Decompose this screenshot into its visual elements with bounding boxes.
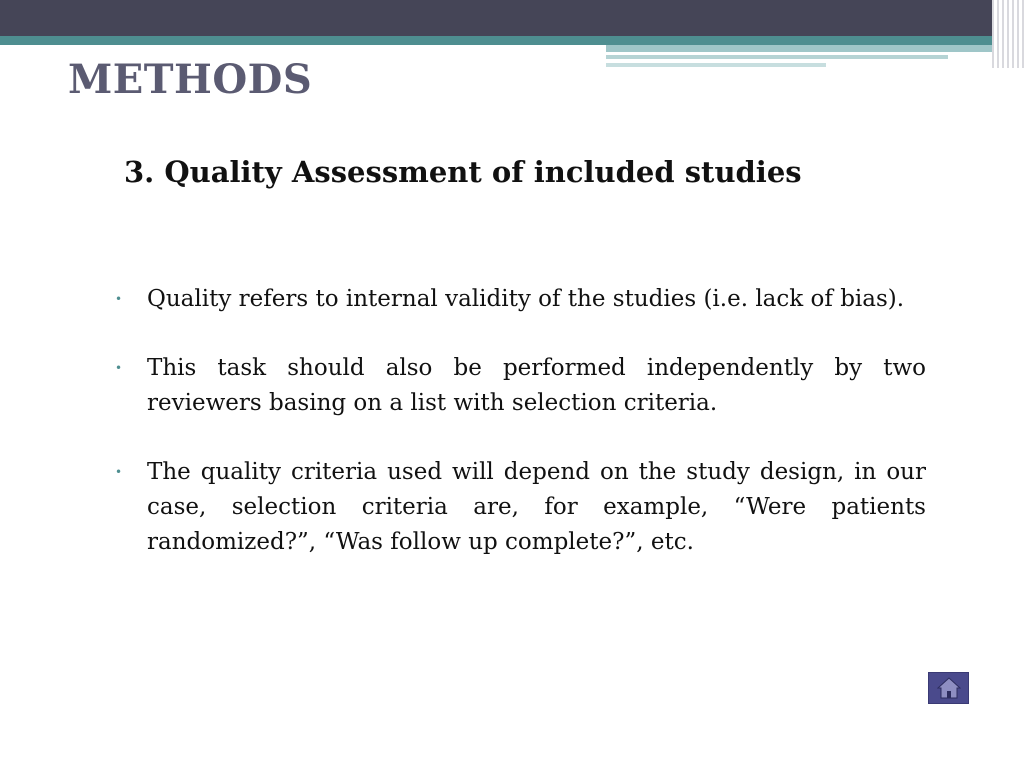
- header-band: [0, 0, 1024, 36]
- bullet-dot: •: [115, 465, 123, 479]
- header-decoration-lines: [992, 0, 1024, 68]
- header-decoration-bar: [606, 55, 948, 59]
- slide-subtitle: 3. Quality Assessment of included studies: [124, 155, 802, 189]
- bullet-text: Quality refers to internal validity of the studies (i.e. lack of bias).: [147, 286, 905, 312]
- home-icon: [937, 677, 961, 699]
- bullet-item: [112, 351, 926, 421]
- home-button[interactable]: [928, 672, 969, 704]
- header-decoration-bar: [606, 45, 1024, 52]
- bullet-dot: •: [115, 292, 123, 306]
- slide-title: METHODS: [68, 56, 313, 103]
- bullet-text: This task should also be performed independently by two reviewers basing on a list with selection criteria.: [147, 355, 926, 416]
- bullet-list: [112, 282, 926, 594]
- header-accent-bar: [0, 36, 1024, 45]
- bullet-item: [112, 282, 926, 317]
- header-decoration-bar: [606, 63, 826, 67]
- bullet-text: The quality criteria used will depend on the study design, in our case, selection criteria are, for example, “Were patients randomized?”, “Was follow up complete?”, etc.: [147, 459, 926, 555]
- bullet-dot: •: [115, 361, 123, 375]
- bullet-item: [112, 455, 926, 560]
